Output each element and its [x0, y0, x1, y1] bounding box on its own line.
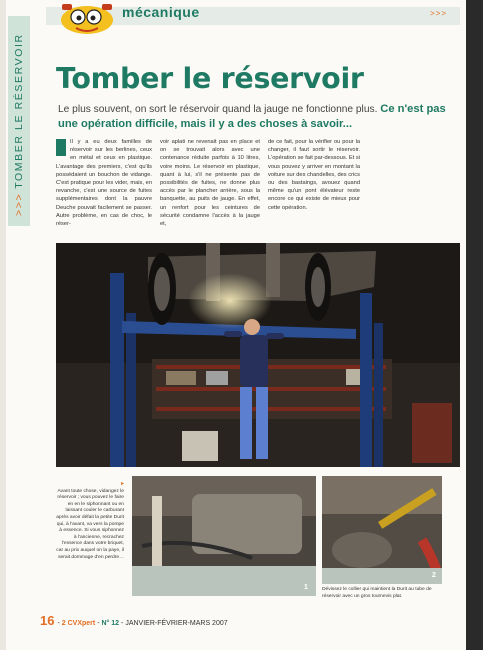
- caption-left-text: Avant toute chose, vidangez le réservoir ; vous pouvez le faire en en le siphonnant ou en laissant couler le carburant après avoir défait la petite Durit qui, à l'avant, va vers la pompe à essence. Si vous siphonnez à l'ancienne, recrachez l'essence dans votre briquet, car au prix auquel on la paye, il serait dommage d'en perdre…: [56, 488, 124, 560]
- footer-separator-3: -: [121, 620, 124, 627]
- scan-border-right: [466, 0, 483, 650]
- deck-lead: Le plus souvent, on sort le réservoir quand la jauge ne fonctionne plus.: [58, 104, 378, 115]
- deck-highlight: Ce n'est pas une opération difficile, mais il y a des choses à savoir...: [58, 103, 446, 130]
- article-title: Tomber le réservoir: [56, 62, 364, 95]
- body-column-1: [56, 138, 152, 228]
- footer-separator-2: -: [97, 620, 100, 627]
- body-text-2: voir aplati ne revenait pas en place et on se trouvait alors avec une contenance réduite parfois à 10 litres, voire moins. Le réservoir en plastique, quant à lui, s'il ne présente pas de possibilités de fuites, ne donne plus accès par le plancher arrière, sous la banquette, au puits de jauge. En effet, un renfort pour les ceintures de sécurité condamne l'accès à la jauge et,: [160, 139, 260, 228]
- section-title: mécanique: [122, 4, 200, 20]
- page-footer: [40, 613, 228, 628]
- photo-fuel-tank-underside: [132, 476, 316, 596]
- footer-magazine-name: 2 CVXpert: [61, 620, 96, 627]
- side-label: [9, 16, 29, 216]
- photo-number-2: 2: [432, 572, 436, 579]
- page-edge-left: [0, 0, 6, 650]
- footer-issue-number: N° 12: [101, 620, 120, 627]
- body-column-3: [268, 138, 360, 212]
- drop-cap-block: [56, 139, 66, 156]
- body-text-3: de ce fait, pour la vérifier ou pour la changer, il faut sortir le réservoir. L'opération se fait par-dessous. Et si vous pouvez y arriver en montant la voiture sur des chandelles, des crics ou des bastaings, avouez quand même qu'un pont élévateur reste encore ce qui existe de mieux pour cette opération.: [268, 139, 360, 211]
- side-label-chevrons: >>>: [13, 192, 25, 216]
- body-text-1: Il y a eu deux familles de réservoir sur les berlines, ceux en métal et ceux en plastique. L'avantage des premiers, c'est qu'ils possédaient un bouchon de vidange. C'est pratique pour les vider, mais, en revanche, c'est une source de fuites supplémentaires dont la pauvre Deuche pouvait facilement se passer. Autre problème, en cas de choc, le réser-: [56, 139, 152, 228]
- article-deck: [58, 102, 458, 132]
- photo-number-1: 1: [304, 584, 308, 591]
- footer-issue-date: JANVIER-FÉVRIER-MARS 2007: [125, 620, 228, 627]
- section-mascot-logo: [58, 0, 116, 36]
- photo-caption-left: [56, 481, 124, 561]
- header-chevrons: >>>: [430, 9, 448, 18]
- body-column-2: [160, 138, 260, 228]
- caption-arrow-icon: ▸: [120, 481, 124, 487]
- side-label-text: TOMBER LE RÉSERVOIR: [13, 33, 25, 189]
- page-number: 16: [40, 613, 55, 628]
- footer-separator: -: [57, 620, 60, 627]
- main-photo-car-on-lift: [56, 243, 460, 467]
- photo-hose-clamp-screwdriver: [322, 476, 442, 584]
- photo-caption-right: Dévissez le collier qui maintient la Durit au tube de réservoir avec un gros tournevis plat.: [322, 587, 432, 599]
